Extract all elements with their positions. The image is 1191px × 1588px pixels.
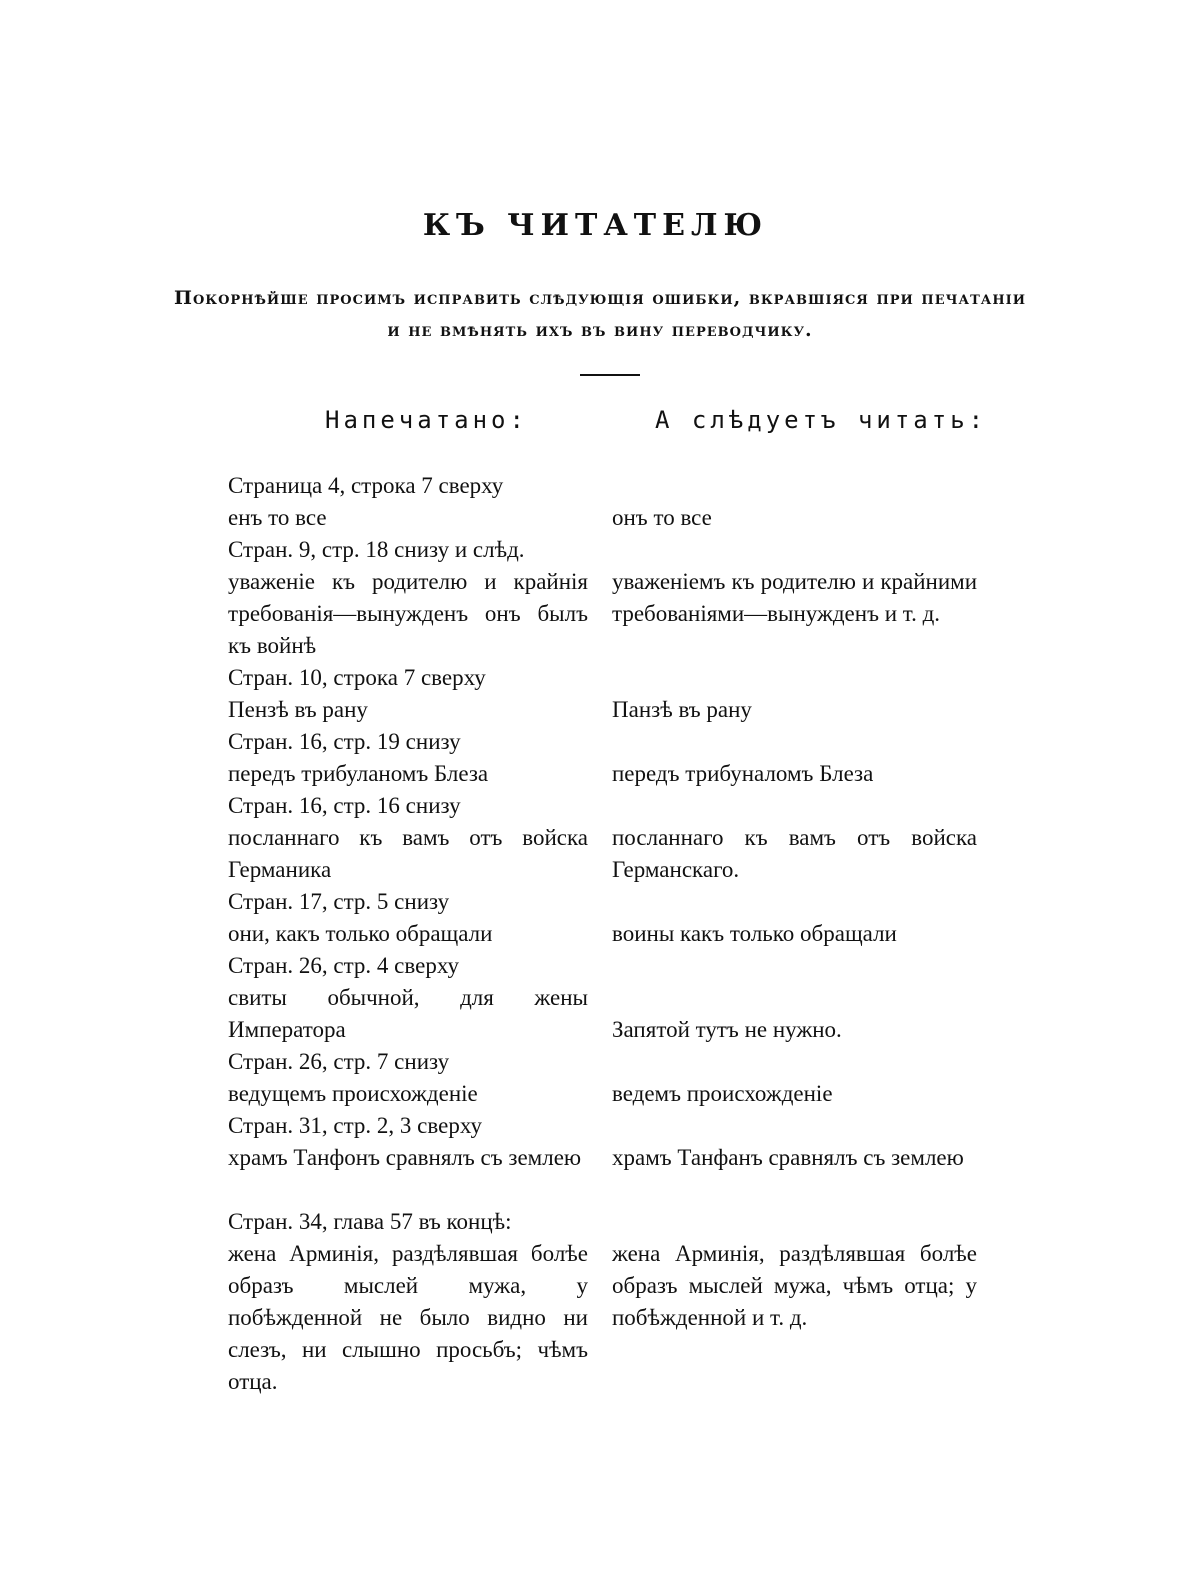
errata-correct: храмъ Танфанъ сравнялъ съ землею — [612, 1145, 964, 1170]
errata-location: Стран. 10, строка 7 сверху — [228, 665, 486, 690]
errata-location: Страница 4, строка 7 сверху — [228, 473, 504, 498]
errata-location: Стран. 17, стр. 5 снизу — [228, 889, 450, 914]
correct-column-header: А слѣдуетъ читать: — [655, 406, 988, 434]
errata-location: Стран. 9, стр. 18 снизу и слѣд. — [228, 537, 525, 562]
errata-printed: свиты обычной, для жены Императора — [228, 985, 588, 1042]
errata-correct: Панзѣ въ рану — [612, 697, 752, 722]
errata-printed: храмъ Танфонъ сравнялъ съ землею — [228, 1145, 582, 1170]
errata-correct: передъ трибуналомъ Блеза — [612, 761, 874, 786]
page-title: КЪ ЧИТАТЕЛЮ — [422, 208, 769, 243]
errata-correct: посланнаго къ вамъ отъ войска Германскаго. — [612, 825, 977, 882]
errata-location: Стран. 16, стр. 16 снизу — [228, 793, 461, 818]
errata-printed: передъ трибуланомъ Блеза — [228, 761, 489, 786]
errata-printed: Пензѣ въ рану — [228, 697, 368, 722]
printed-column-header: Напечатано: — [325, 406, 528, 434]
errata-correct: уваженіемъ къ родителю и крайними требованіями—вынужденъ и т. д. — [612, 569, 977, 626]
errata-printed: енъ то все — [228, 505, 327, 530]
errata-location: Стран. 34, глава 57 въ концѣ: — [228, 1209, 512, 1234]
errata-printed: жена Арминія, раздѣлявшая болѣе образъ мыслей мужа, у побѣжденной не было видно ни слезъ, ни слышно просьбъ; чѣмъ отца. — [228, 1241, 588, 1394]
errata-location: Стран. 31, стр. 2, 3 сверху — [228, 1113, 482, 1138]
errata-correct: Запятой тутъ не нужно. — [612, 1017, 842, 1042]
errata-notice: Покорнѣйше просимъ исправить слѣдующія ошибки, вкравшіяся при печатаніи и не вмѣнять ихъ въ вину переводчику. — [174, 287, 1026, 341]
errata-location: Стран. 26, стр. 4 сверху — [228, 953, 459, 978]
errata-correct: воины какъ только обращали — [612, 921, 897, 946]
errata-correct: ведемъ происхожденіе — [612, 1081, 833, 1106]
errata-printed: посланнаго къ вамъ отъ войска Германика — [228, 825, 588, 882]
errata-printed: ведущемъ происхожденіе — [228, 1081, 478, 1106]
errata-location: Стран. 26, стр. 7 снизу — [228, 1049, 450, 1074]
errata-correct: онъ то все — [612, 505, 712, 530]
errata-correct: жена Арминія, раздѣлявшая болѣе образъ мыслей мужа, чѣмъ отца; у побѣжденной и т. д. — [612, 1241, 977, 1330]
divider-rule — [580, 374, 640, 376]
errata-printed: уваженіе къ родителю и крайнія требованія—вынужденъ онъ былъ къ войнѣ — [228, 569, 588, 658]
errata-location: Стран. 16, стр. 19 снизу — [228, 729, 461, 754]
errata-printed: они, какъ только обращали — [228, 921, 493, 946]
